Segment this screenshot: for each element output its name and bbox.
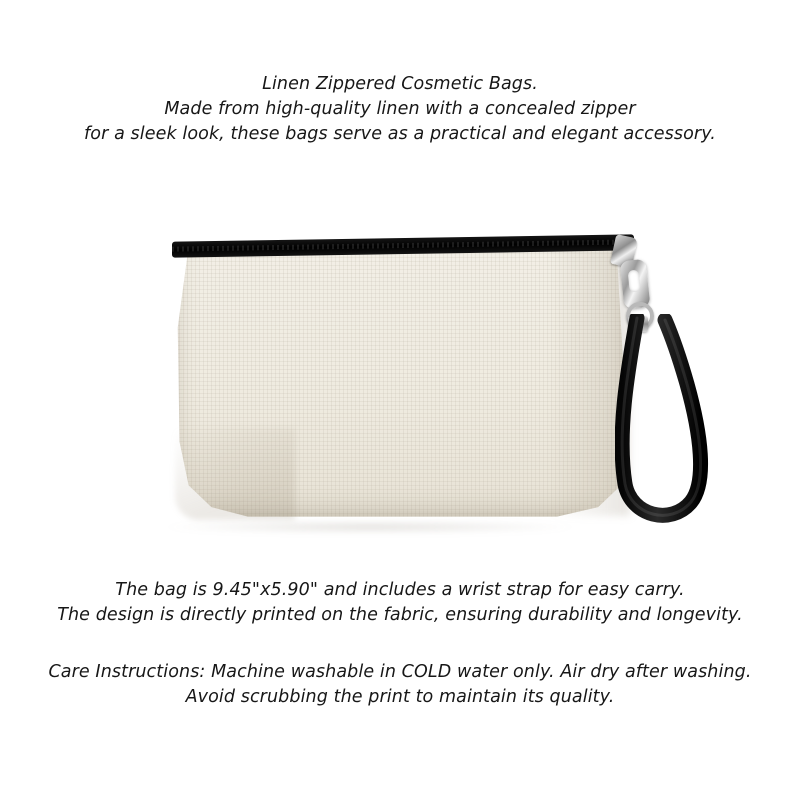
care-line-1: Care Instructions: Machine washable in COLD water only. Air dry after washing.	[48, 662, 752, 682]
product-ground-shadow	[160, 520, 580, 534]
zipper-teeth-icon	[172, 239, 634, 251]
bag-fold-shading	[175, 428, 295, 520]
header-line-3: for a sleek look, these bags serve as a practical and elegant accessory.	[84, 123, 716, 144]
details-line-2: The design is directly printed on the fabric, ensuring durability and longevity.	[57, 604, 743, 625]
header-line-1: Linen Zippered Cosmetic Bags.	[262, 74, 538, 94]
black-wrist-strap	[615, 314, 715, 526]
care-instructions	[0, 660, 800, 710]
care-line-2: Avoid scrubbing the print to maintain its quality.	[185, 686, 615, 707]
product-image	[150, 228, 670, 538]
details-line-1: The bag is 9.45"x5.90" and includes a wrist strap for easy carry.	[115, 580, 685, 600]
header-line-2: Made from high-quality linen with a concealed zipper	[164, 98, 636, 119]
details-description	[0, 578, 800, 628]
header-description	[0, 72, 800, 147]
